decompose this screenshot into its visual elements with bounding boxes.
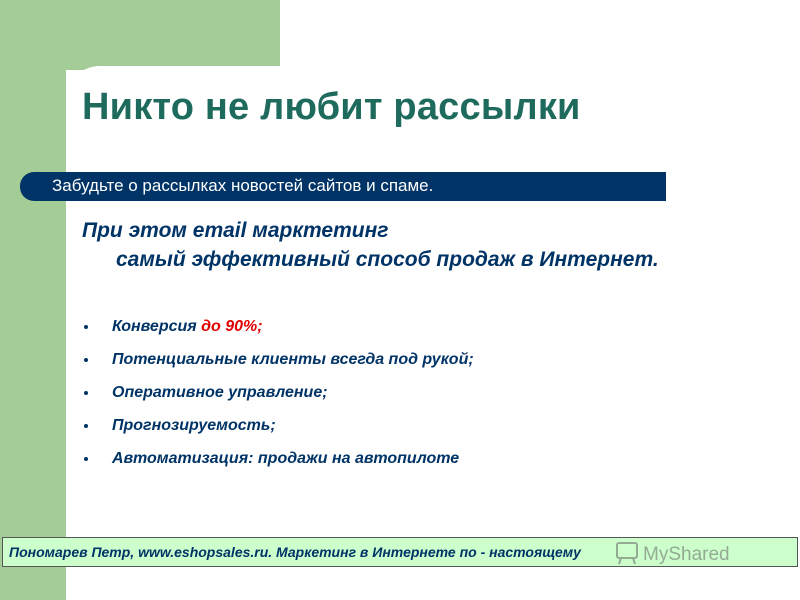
bullet-item <box>80 417 700 450</box>
bullet-dot-icon <box>84 358 88 362</box>
bullet-dot-icon <box>84 457 88 461</box>
bullet-dot-icon <box>84 325 88 329</box>
left-decor-strip <box>0 0 66 600</box>
bullet-text: Оперативное управление; <box>112 384 328 401</box>
bullet-dot-icon <box>84 424 88 428</box>
lead-paragraph <box>82 216 682 274</box>
bullet-item <box>80 450 700 483</box>
lead-line-1: При этом email марктетинг <box>82 219 389 242</box>
bullet-text: Потенциальные клиенты всегда под рукой; <box>112 351 474 368</box>
slide-title: Никто не любит рассылки <box>82 86 581 128</box>
bullet-text: Конверсия <box>112 318 202 335</box>
myshared-watermark-icon <box>615 540 765 566</box>
lead-line-2: самый эффективный способ продаж в Интернет. <box>116 248 659 271</box>
top-decor-block <box>66 0 280 70</box>
bullet-text: Автоматизация: продажи на автопилоте <box>112 450 460 467</box>
watermark-text: MyShared <box>643 544 730 565</box>
subtitle-bar <box>20 172 666 201</box>
bullet-item <box>80 351 700 384</box>
bullet-dot-icon <box>84 391 88 395</box>
bullet-highlight: до 90%; <box>201 318 263 335</box>
subtitle-text: Забудьте о рассылках новостей сайтов и спаме. <box>52 176 434 195</box>
footer-bar <box>2 537 798 567</box>
bullet-item <box>80 384 700 417</box>
bullet-item <box>80 318 700 351</box>
footer-text: Пономарев Петр, www.eshopsales.ru. Маркетинг в Интернете по - настоящему <box>9 544 581 560</box>
bullet-list <box>80 318 700 483</box>
bullet-text: Прогнозируемость; <box>112 417 276 434</box>
